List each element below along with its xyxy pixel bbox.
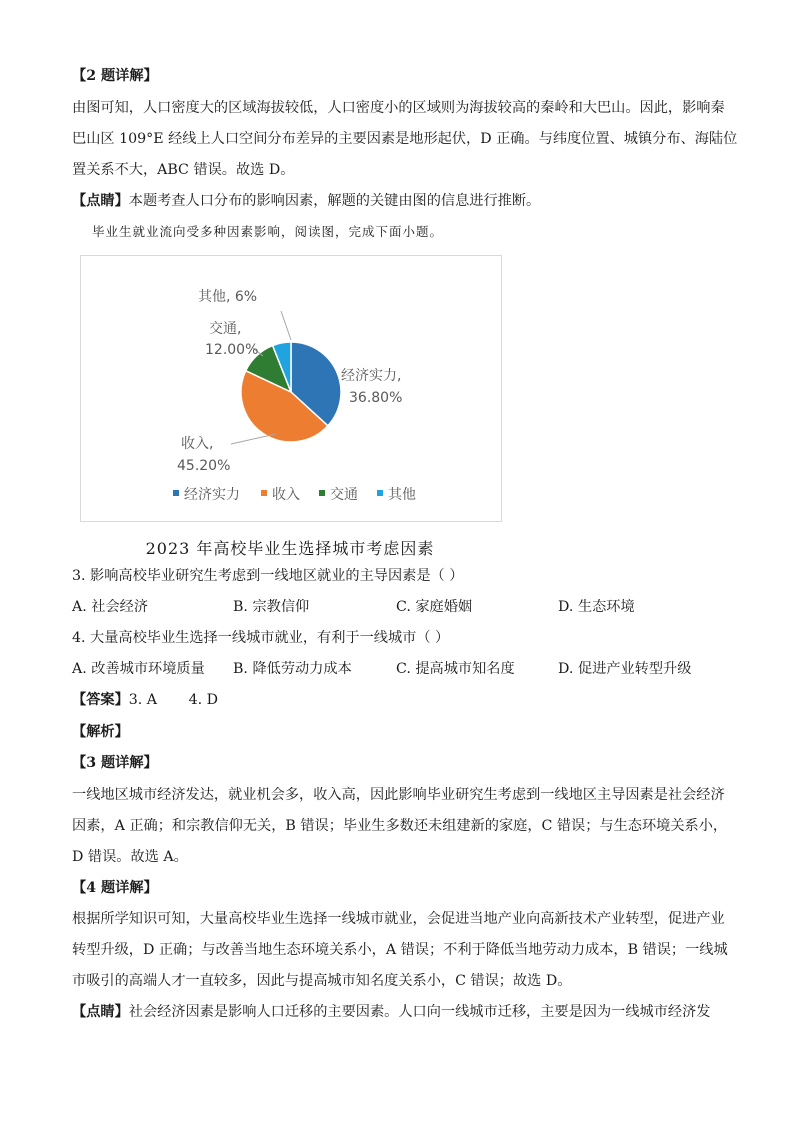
chart-title: 2023 年高校毕业生选择城市考虑因素 <box>145 539 435 558</box>
section2-line-3: 置关系不大，ABC 错误。故选 D。 <box>72 162 295 178</box>
note-text: 社会经济因素是影响人口迁移的主要因素。人口向一线城市迁移，主要是因为一线城市经济发 <box>128 1004 711 1020</box>
legend-label-traffic: 交通 <box>330 487 358 503</box>
answer-line <box>72 690 218 710</box>
label-traffic-name: 交通, <box>209 321 242 337</box>
question-3-stem: 3. 影响高校毕业研究生考虑到一线地区就业的主导因素是（ ） <box>72 568 464 584</box>
q3-option-d: D. 生态环境 <box>558 599 635 615</box>
analysis-heading: 【解析】 <box>72 724 129 740</box>
label-traffic-value: 12.00% <box>205 342 259 358</box>
section3-heading: 【3 题详解】 <box>72 755 158 771</box>
section4-line-1: 根据所学知识可知，大量高校毕业生选择一线城市就业，会促进当地产业向高新技术产业转型，促进产业 <box>72 911 725 927</box>
legend-swatch-other <box>377 490 383 496</box>
legend-label-economy: 经济实力 <box>184 487 240 503</box>
legend-label-income: 收入 <box>272 487 300 503</box>
leader-line-income <box>231 434 276 444</box>
section2-line-1: 由图可知，人口密度大的区域海拔较低，人口密度小的区域则为海拔较高的秦岭和大巴山。因此，影响秦 <box>72 100 725 116</box>
q4-option-a: A. 改善城市环境质量 <box>72 661 205 677</box>
q3-option-b: B. 宗教信仰 <box>233 599 310 615</box>
question-4-stem: 4. 大量高校毕业生选择一线城市就业，有利于一线城市（ ） <box>72 630 450 646</box>
chart-legend <box>173 486 416 503</box>
section4-line-2: 转型升级，D 正确；与改善当地生态环境关系小，A 错误；不利于降低当地劳动力成本，B 错误；一线城 <box>72 942 728 958</box>
label-income-value: 45.20% <box>177 458 231 474</box>
chart-intro: 毕业生就业流向受多种因素影响，阅读图，完成下面小题。 <box>92 224 444 239</box>
q4-option-d: D. 促进产业转型升级 <box>558 661 692 677</box>
section2-heading: 【2 题详解】 <box>72 68 158 84</box>
note-tag: 【点睛】 <box>72 1004 129 1020</box>
section3-line-1: 一线地区城市经济发达，就业机会多，收入高，因此影响毕业研究生考虑到一线地区主导因素是社会经济 <box>72 787 725 803</box>
section4-line-3: 市吸引的高端人才一直较多，因此与提高城市知名度关系小，C 错误；故选 D。 <box>72 973 572 989</box>
answer-text: 3. A 4. D <box>128 692 219 708</box>
legend-label-other: 其他 <box>388 487 416 503</box>
label-other: 其他, 6% <box>198 289 258 305</box>
note-tag: 【点睛】 <box>72 193 129 209</box>
q3-option-a: A. 社会经济 <box>72 599 149 615</box>
section4-heading: 【4 题详解】 <box>72 880 158 896</box>
pie-chart-frame <box>80 255 502 522</box>
legend-swatch-traffic <box>319 490 325 496</box>
q3-option-c: C. 家庭婚姻 <box>396 599 473 615</box>
legend-swatch-income <box>261 490 267 496</box>
pie-chart <box>81 256 501 521</box>
label-economy-value: 36.80% <box>349 390 403 406</box>
q4-option-c: C. 提高城市知名度 <box>396 661 515 677</box>
q4-option-b: B. 降低劳动力成本 <box>233 661 352 677</box>
section2-note <box>72 191 540 211</box>
answer-tag: 【答案】 <box>72 692 129 708</box>
leader-line-other <box>281 311 291 340</box>
section2-line-2: 巴山区 109°E 经线上人口空间分布差异的主要因素是地形起伏，D 正确。与纬度位置、城镇分布、海陆位 <box>72 131 738 147</box>
note-text: 本题考查人口分布的影响因素，解题的关键由图的信息进行推断。 <box>128 193 541 209</box>
label-economy-name: 经济实力, <box>341 368 402 384</box>
section3-line-2: 因素，A 正确；和宗教信仰无关，B 错误；毕业生多数还未组建新的家庭，C 错误；与生态环境关系小， <box>72 818 728 834</box>
label-income-name: 收入, <box>181 436 214 452</box>
legend-swatch-economy <box>173 490 179 496</box>
section4-note <box>72 1002 710 1022</box>
section3-line-3: D 错误。故选 A。 <box>72 849 188 865</box>
